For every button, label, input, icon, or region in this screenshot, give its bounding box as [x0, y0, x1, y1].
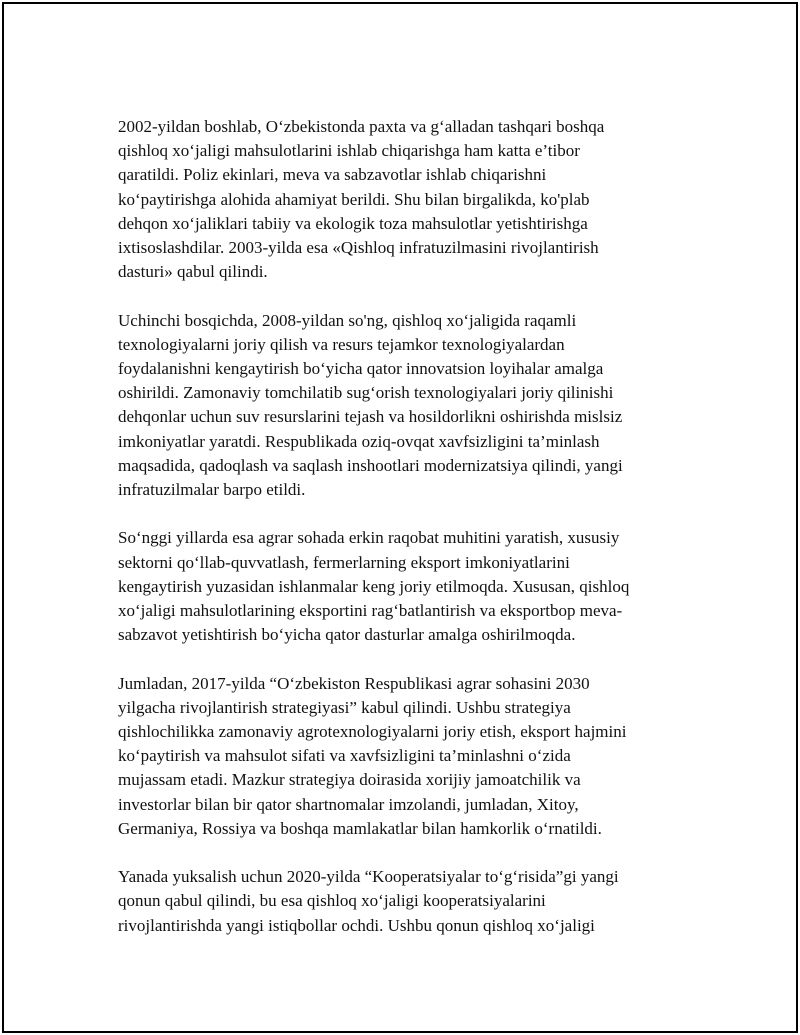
- text-line: ixtisoslashdilar. 2003-yilda esa «Qishloq infratuzilmasini rivojlantirish: [118, 238, 599, 258]
- text-line: dehqon xo‘jaliklari tabiiy va ekologik toza mahsulotlar yetishtirishga: [118, 213, 588, 233]
- text-line: dasturi» qabul qilindi.: [118, 262, 268, 282]
- text-line: imkoniyatlar yaratdi. Respublikada oziq-ovqat xavfsizligini ta’minlash: [118, 431, 600, 451]
- text-line: Yanada yuksalish uchun 2020-yilda “Kooperatsiyalar to‘g‘risida”gi yangi: [118, 867, 619, 887]
- document-body: [118, 115, 668, 962]
- paragraph: [118, 309, 668, 503]
- text-line: 2002-yildan boshlab, O‘zbekistonda paxta va g‘alladan tashqari boshqa: [118, 117, 605, 136]
- text-line: mujassam etadi. Mazkur strategiya doirasida xorijiy jamoatchilik va: [118, 770, 581, 790]
- paragraph: [118, 865, 668, 938]
- text-line: ko‘paytirishga alohida ahamiyat berildi. Shu bilan birgalikda, ko'plab: [118, 189, 590, 209]
- text-line: rivojlantirishda yangi istiqbollar ochdi. Ushbu qonun qishloq xo‘jaligi: [118, 915, 595, 935]
- text-line: foydalanishni kengaytirish bo‘yicha qator innovatsion loyihalar amalga: [118, 359, 604, 379]
- text-line: texnologiyalarni joriy qilish va resurs tejamkor texnologiyalardan: [118, 334, 565, 354]
- text-line: So‘nggi yillarda esa agrar sohada erkin raqobat muhitini yaratish, xususiy: [118, 528, 620, 548]
- text-line: Uchinchi bosqichda, 2008-yildan so'ng, qishloq xo‘jaligida raqamli: [118, 310, 577, 330]
- text-line: dehqonlar uchun suv resurslarini tejash va hosildorlikni oshirishda mislsiz: [118, 407, 623, 427]
- text-line: qonun qabul qilindi, bu esa qishloq xo‘jaligi kooperatsiyalarini: [118, 891, 546, 911]
- text-line: investorlar bilan bir qator shartnomalar imzolandi, jumladan, Xitoy,: [118, 794, 579, 814]
- text-line: infratuzilmalar barpo etildi.: [118, 480, 306, 500]
- text-line: xo‘jaligi mahsulotlarining eksportini rag‘batlantirish va eksportbop meva-: [118, 601, 623, 621]
- paragraph: [118, 115, 668, 284]
- text-line: sektorni qo‘llab-quvvatlash, fermerlarning eksport imkoniyatlarini: [118, 552, 570, 572]
- text-line: maqsadida, qadoqlash va saqlash inshootlari modernizatsiya qilindi, yangi: [118, 455, 623, 475]
- paragraph: [118, 526, 668, 647]
- text-line: yilgacha rivojlantirish strategiyasi” kabul qilindi. Ushbu strategiya: [118, 697, 571, 717]
- text-line: qishloq xo‘jaligi mahsulotlarini ishlab chiqarishga ham katta e’tibor: [118, 141, 580, 161]
- paragraph: [118, 672, 668, 841]
- text-line: Jumladan, 2017-yilda “O‘zbekiston Respublikasi agrar sohasini 2030: [118, 673, 590, 693]
- text-line: oshirildi. Zamonaviy tomchilatib sug‘orish texnologiyalari joriy qilinishi: [118, 383, 614, 403]
- text-line: sabzavot yetishtirish bo‘yicha qator dasturlar amalga oshirilmoqda.: [118, 625, 576, 645]
- text-line: qishlochilikka zamonaviy agrotexnologiyalarni joriy etish, eksport hajmini: [118, 722, 627, 742]
- text-line: ko‘paytirish va mahsulot sifati va xavfsizligini ta’minlashni o‘zida: [118, 746, 571, 766]
- text-line: kengaytirish yuzasidan ishlanmalar keng joriy etilmoqda. Xususan, qishloq: [118, 576, 630, 596]
- text-line: qaratildi. Poliz ekinlari, meva va sabzavotlar ishlab chiqarishni: [118, 165, 547, 185]
- text-line: Germaniya, Rossiya va boshqa mamlakatlar bilan hamkorlik o‘rnatildi.: [118, 818, 602, 838]
